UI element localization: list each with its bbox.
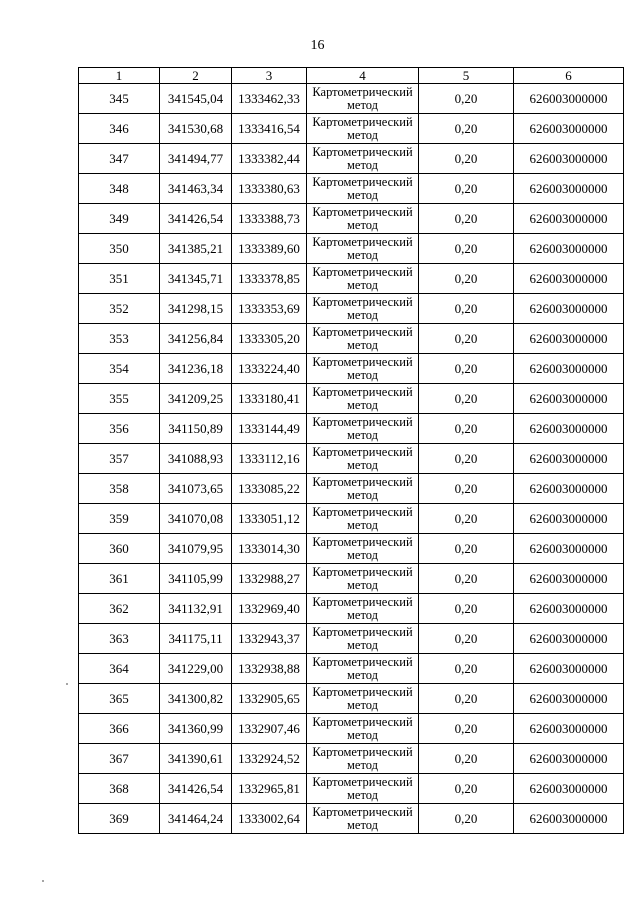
method-text-line-1: Картометрический (312, 144, 413, 159)
code-cell: 626003000000 (514, 144, 624, 174)
y-coordinate-cell: 1333388,73 (232, 204, 307, 234)
y-coordinate-cell: 1333416,54 (232, 114, 307, 144)
method-text-line-1: Картометрический (312, 294, 413, 309)
table-row (79, 744, 624, 774)
method-text-line-2: метод (346, 97, 378, 112)
method-text-line-1: Картометрический (312, 804, 413, 819)
x-coordinate-cell: 341088,93 (160, 444, 232, 474)
y-coordinate-cell: 1332907,46 (232, 714, 307, 744)
method-cell (307, 624, 419, 654)
row-number-cell: 362 (79, 594, 160, 624)
y-coordinate-cell: 1332905,65 (232, 684, 307, 714)
code-cell: 626003000000 (514, 804, 624, 834)
row-number-cell: 364 (79, 654, 160, 684)
x-coordinate-cell: 341132,91 (160, 594, 232, 624)
method-text-line-1: Картометрический (312, 414, 413, 429)
x-coordinate-cell: 341256,84 (160, 324, 232, 354)
method-text-line-2: метод (346, 217, 378, 232)
y-coordinate-cell: 1333224,40 (232, 354, 307, 384)
accuracy-cell: 0,20 (419, 414, 514, 444)
x-coordinate-cell: 341298,15 (160, 294, 232, 324)
y-coordinate-cell: 1333389,60 (232, 234, 307, 264)
code-cell: 626003000000 (514, 84, 624, 114)
method-text-line-1: Картометрический (312, 174, 413, 189)
y-coordinate-cell: 1333002,64 (232, 804, 307, 834)
y-coordinate-cell: 1333382,44 (232, 144, 307, 174)
y-coordinate-cell: 1333305,20 (232, 324, 307, 354)
method-text-line-1: Картометрический (312, 594, 413, 609)
y-coordinate-cell: 1332924,52 (232, 744, 307, 774)
column-header-5: 5 (419, 68, 514, 84)
method-text-line-2: метод (346, 337, 378, 352)
row-number-cell: 351 (79, 264, 160, 294)
x-coordinate-cell: 341209,25 (160, 384, 232, 414)
method-text-line-1: Картометрический (312, 204, 413, 219)
x-coordinate-cell: 341464,24 (160, 804, 232, 834)
x-coordinate-cell: 341390,61 (160, 744, 232, 774)
column-header-6: 6 (514, 68, 624, 84)
method-cell (307, 354, 419, 384)
code-cell: 626003000000 (514, 534, 624, 564)
accuracy-cell: 0,20 (419, 324, 514, 354)
table-row (79, 144, 624, 174)
method-cell (307, 474, 419, 504)
table-row (79, 204, 624, 234)
row-number-cell: 347 (79, 144, 160, 174)
x-coordinate-cell: 341545,04 (160, 84, 232, 114)
method-text-line-2: метод (346, 277, 378, 292)
row-number-cell: 368 (79, 774, 160, 804)
accuracy-cell: 0,20 (419, 174, 514, 204)
method-text-line-2: метод (346, 127, 378, 142)
code-cell: 626003000000 (514, 744, 624, 774)
method-text-line-2: метод (346, 367, 378, 382)
row-number-cell: 369 (79, 804, 160, 834)
row-number-cell: 349 (79, 204, 160, 234)
y-coordinate-cell: 1332969,40 (232, 594, 307, 624)
column-header-1: 1 (79, 68, 160, 84)
y-coordinate-cell: 1333051,12 (232, 504, 307, 534)
code-cell: 626003000000 (514, 504, 624, 534)
method-text-line-2: метод (346, 667, 378, 682)
code-cell: 626003000000 (514, 174, 624, 204)
table-row (79, 264, 624, 294)
method-cell (307, 174, 419, 204)
method-cell (307, 234, 419, 264)
accuracy-cell: 0,20 (419, 564, 514, 594)
method-text-line-1: Картометрический (312, 324, 413, 339)
method-cell (307, 114, 419, 144)
method-cell (307, 414, 419, 444)
code-cell: 626003000000 (514, 684, 624, 714)
coordinates-table (78, 67, 624, 834)
method-cell (307, 144, 419, 174)
method-text-line-1: Картометрический (312, 684, 413, 699)
method-cell (307, 384, 419, 414)
y-coordinate-cell: 1332988,27 (232, 564, 307, 594)
accuracy-cell: 0,20 (419, 474, 514, 504)
method-cell (307, 684, 419, 714)
row-number-cell: 366 (79, 714, 160, 744)
code-cell: 626003000000 (514, 414, 624, 444)
row-number-cell: 345 (79, 84, 160, 114)
accuracy-cell: 0,20 (419, 804, 514, 834)
x-coordinate-cell: 341070,08 (160, 504, 232, 534)
y-coordinate-cell: 1333144,49 (232, 414, 307, 444)
row-number-cell: 352 (79, 294, 160, 324)
y-coordinate-cell: 1332943,37 (232, 624, 307, 654)
method-text-line-1: Картометрический (312, 654, 413, 669)
method-text-line-2: метод (346, 247, 378, 262)
method-text-line-2: метод (346, 757, 378, 772)
y-coordinate-cell: 1333462,33 (232, 84, 307, 114)
code-cell: 626003000000 (514, 714, 624, 744)
table-row (79, 774, 624, 804)
method-text-line-1: Картометрический (312, 264, 413, 279)
row-number-cell: 348 (79, 174, 160, 204)
code-cell: 626003000000 (514, 204, 624, 234)
table-row (79, 84, 624, 114)
accuracy-cell: 0,20 (419, 504, 514, 534)
accuracy-cell: 0,20 (419, 444, 514, 474)
table-row (79, 474, 624, 504)
method-text-line-2: метод (346, 487, 378, 502)
column-header-4: 4 (307, 68, 419, 84)
table-row (79, 324, 624, 354)
y-coordinate-cell: 1333085,22 (232, 474, 307, 504)
method-text-line-1: Картометрический (312, 114, 413, 129)
method-text-line-1: Картометрический (312, 384, 413, 399)
code-cell: 626003000000 (514, 444, 624, 474)
method-text-line-2: метод (346, 157, 378, 172)
method-text-line-1: Картометрический (312, 84, 413, 99)
column-header-3: 3 (232, 68, 307, 84)
method-text-line-1: Картометрический (312, 354, 413, 369)
x-coordinate-cell: 341345,71 (160, 264, 232, 294)
x-coordinate-cell: 341229,00 (160, 654, 232, 684)
method-cell (307, 264, 419, 294)
method-text-line-1: Картометрический (312, 474, 413, 489)
method-text-line-1: Картометрический (312, 624, 413, 639)
method-text-line-2: метод (346, 187, 378, 202)
row-number-cell: 359 (79, 504, 160, 534)
table-row (79, 354, 624, 384)
y-coordinate-cell: 1333380,63 (232, 174, 307, 204)
method-cell (307, 444, 419, 474)
y-coordinate-cell: 1333112,16 (232, 444, 307, 474)
code-cell: 626003000000 (514, 234, 624, 264)
method-text-line-2: метод (346, 637, 378, 652)
table-row (79, 534, 624, 564)
scan-speck (66, 683, 68, 685)
accuracy-cell: 0,20 (419, 384, 514, 414)
code-cell: 626003000000 (514, 294, 624, 324)
method-text-line-1: Картометрический (312, 234, 413, 249)
method-cell (307, 594, 419, 624)
table-row (79, 594, 624, 624)
code-cell: 626003000000 (514, 564, 624, 594)
accuracy-cell: 0,20 (419, 234, 514, 264)
code-cell: 626003000000 (514, 384, 624, 414)
method-text-line-2: метод (346, 817, 378, 832)
row-number-cell: 363 (79, 624, 160, 654)
method-text-line-2: метод (346, 457, 378, 472)
row-number-cell: 367 (79, 744, 160, 774)
row-number-cell: 356 (79, 414, 160, 444)
method-text-line-1: Картометрический (312, 444, 413, 459)
method-cell (307, 324, 419, 354)
method-cell (307, 564, 419, 594)
row-number-cell: 365 (79, 684, 160, 714)
code-cell: 626003000000 (514, 654, 624, 684)
method-text-line-1: Картометрический (312, 744, 413, 759)
row-number-cell: 354 (79, 354, 160, 384)
accuracy-cell: 0,20 (419, 294, 514, 324)
page-number: 16 (310, 38, 325, 53)
table-body (79, 84, 624, 834)
method-text-line-1: Картометрический (312, 714, 413, 729)
table-row (79, 234, 624, 264)
row-number-cell: 357 (79, 444, 160, 474)
code-cell: 626003000000 (514, 624, 624, 654)
table-header-row (79, 68, 624, 84)
x-coordinate-cell: 341494,77 (160, 144, 232, 174)
method-text-line-2: метод (346, 727, 378, 742)
y-coordinate-cell: 1333353,69 (232, 294, 307, 324)
method-cell (307, 714, 419, 744)
method-text-line-2: метод (346, 697, 378, 712)
method-text-line-2: метод (346, 787, 378, 802)
y-coordinate-cell: 1333180,41 (232, 384, 307, 414)
x-coordinate-cell: 341360,99 (160, 714, 232, 744)
table-row (79, 414, 624, 444)
row-number-cell: 361 (79, 564, 160, 594)
row-number-cell: 360 (79, 534, 160, 564)
y-coordinate-cell: 1332938,88 (232, 654, 307, 684)
method-text-line-1: Картометрический (312, 534, 413, 549)
table-row (79, 684, 624, 714)
table-row (79, 384, 624, 414)
accuracy-cell: 0,20 (419, 594, 514, 624)
x-coordinate-cell: 341079,95 (160, 534, 232, 564)
accuracy-cell: 0,20 (419, 144, 514, 174)
x-coordinate-cell: 341300,82 (160, 684, 232, 714)
x-coordinate-cell: 341175,11 (160, 624, 232, 654)
method-cell (307, 654, 419, 684)
y-coordinate-cell: 1333014,30 (232, 534, 307, 564)
x-coordinate-cell: 341530,68 (160, 114, 232, 144)
code-cell: 626003000000 (514, 474, 624, 504)
code-cell: 626003000000 (514, 324, 624, 354)
method-text-line-2: метод (346, 427, 378, 442)
method-cell (307, 294, 419, 324)
accuracy-cell: 0,20 (419, 264, 514, 294)
method-cell (307, 504, 419, 534)
x-coordinate-cell: 341073,65 (160, 474, 232, 504)
accuracy-cell: 0,20 (419, 204, 514, 234)
y-coordinate-cell: 1332965,81 (232, 774, 307, 804)
x-coordinate-cell: 341236,18 (160, 354, 232, 384)
table-row (79, 444, 624, 474)
method-text-line-2: метод (346, 517, 378, 532)
code-cell: 626003000000 (514, 264, 624, 294)
method-cell (307, 744, 419, 774)
method-text-line-1: Картометрический (312, 504, 413, 519)
method-text-line-2: метод (346, 307, 378, 322)
method-text-line-2: метод (346, 547, 378, 562)
accuracy-cell: 0,20 (419, 114, 514, 144)
row-number-cell: 353 (79, 324, 160, 354)
table-row (79, 114, 624, 144)
accuracy-cell: 0,20 (419, 744, 514, 774)
method-text-line-2: метод (346, 397, 378, 412)
accuracy-cell: 0,20 (419, 714, 514, 744)
table-row (79, 564, 624, 594)
accuracy-cell: 0,20 (419, 654, 514, 684)
method-text-line-2: метод (346, 577, 378, 592)
method-cell (307, 534, 419, 564)
y-coordinate-cell: 1333378,85 (232, 264, 307, 294)
method-cell (307, 804, 419, 834)
x-coordinate-cell: 341463,34 (160, 174, 232, 204)
x-coordinate-cell: 341105,99 (160, 564, 232, 594)
method-text-line-2: метод (346, 607, 378, 622)
method-text-line-1: Картометрический (312, 774, 413, 789)
accuracy-cell: 0,20 (419, 684, 514, 714)
accuracy-cell: 0,20 (419, 354, 514, 384)
column-header-2: 2 (160, 68, 232, 84)
accuracy-cell: 0,20 (419, 624, 514, 654)
row-number-cell: 346 (79, 114, 160, 144)
table-row (79, 504, 624, 534)
row-number-cell: 350 (79, 234, 160, 264)
row-number-cell: 355 (79, 384, 160, 414)
method-cell (307, 84, 419, 114)
x-coordinate-cell: 341150,89 (160, 414, 232, 444)
x-coordinate-cell: 341426,54 (160, 204, 232, 234)
table-row (79, 654, 624, 684)
row-number-cell: 358 (79, 474, 160, 504)
method-cell (307, 774, 419, 804)
code-cell: 626003000000 (514, 114, 624, 144)
accuracy-cell: 0,20 (419, 774, 514, 804)
code-cell: 626003000000 (514, 594, 624, 624)
x-coordinate-cell: 341385,21 (160, 234, 232, 264)
code-cell: 626003000000 (514, 354, 624, 384)
table-row (79, 624, 624, 654)
table-row (79, 294, 624, 324)
table-row (79, 714, 624, 744)
x-coordinate-cell: 341426,54 (160, 774, 232, 804)
code-cell: 626003000000 (514, 774, 624, 804)
method-text-line-1: Картометрический (312, 564, 413, 579)
table-row (79, 804, 624, 834)
table-row (79, 174, 624, 204)
method-cell (307, 204, 419, 234)
scan-speck (42, 880, 44, 882)
accuracy-cell: 0,20 (419, 84, 514, 114)
accuracy-cell: 0,20 (419, 534, 514, 564)
